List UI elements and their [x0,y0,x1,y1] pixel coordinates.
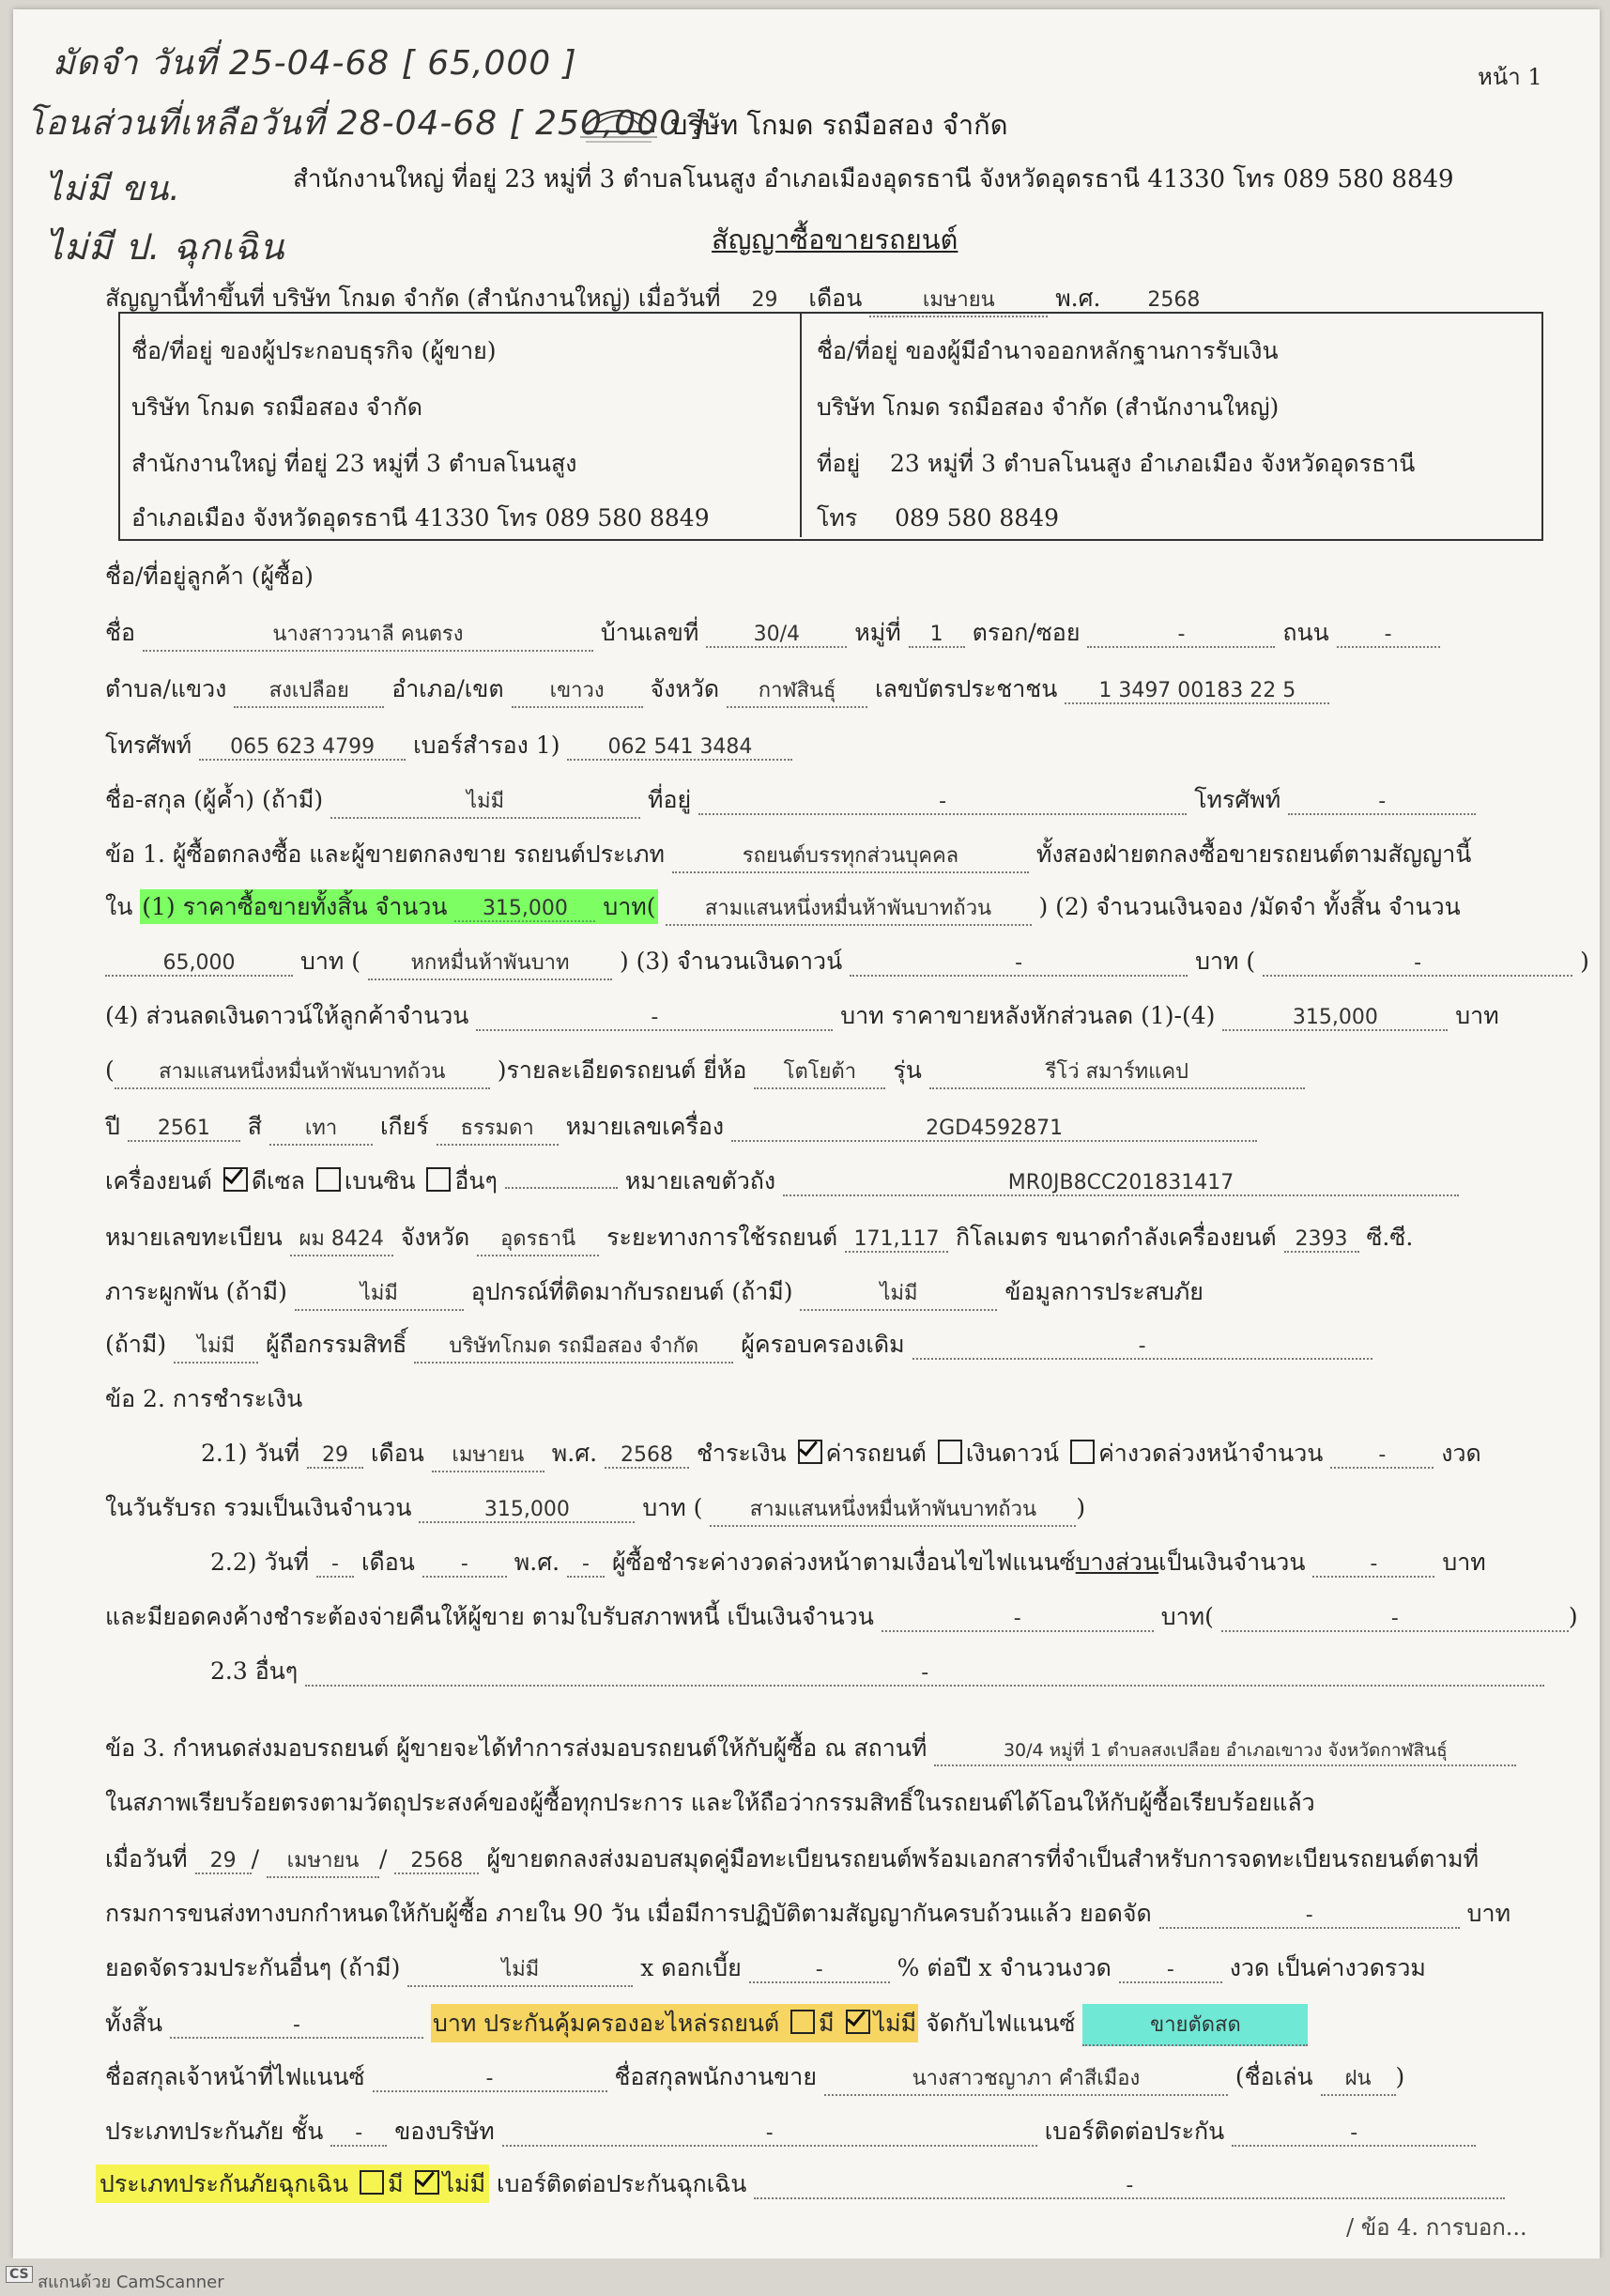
guarantor-phone-label: โทรศัพท์ [1194,786,1281,813]
moo-label: หมู่ที่ [854,619,901,646]
plate-province-label: จังหวัด [400,1224,470,1251]
c3-e4-label: งวด เป็นค่างวดรวม [1229,1954,1426,1981]
clause3-line5 [105,1949,1426,1987]
tambon-label: ตำบล/แขวง [105,675,227,702]
other-fuel-checkbox[interactable] [426,1167,451,1192]
car-brand: โตโยต้า [754,1055,885,1089]
c22-text-c: เป็นเงินจำนวน [1158,1549,1306,1576]
c22-baht: บาท [1442,1549,1486,1576]
c22-month-label: เดือน [360,1549,415,1576]
other-fuel-label: อื่นๆ [454,1167,498,1194]
emergency-phone-label: เบอร์ติดต่อประกันฉุกเฉิน [497,2170,747,2197]
clause1-line10 [105,1326,1372,1364]
advance-installment-checkbox[interactable] [1070,1440,1095,1464]
chassis-label: หมายเลขตัวถัง [624,1167,776,1194]
outstanding-words: - [1221,1607,1569,1632]
finance-company: ขายตัดสด [1082,2004,1308,2046]
engine-label: เครื่องยนต์ [105,1167,212,1194]
color-label: สี [247,1113,263,1140]
insurance-class-label: ประเภทประกันภัย ชั้น [105,2118,324,2145]
finance-baht: บาท [1466,1900,1511,1927]
clause3-line2: ในสภาพเรียบร้อยตรงตามวัตถุประสงค์ของผู้ซื้อทุกประการ และให้ถือว่ากรรมสิทธิ์ในรถยนต์ได้โอนให้กับผู้ซื้อเรียบร้อยแล้ว [105,1789,1315,1816]
insurance-company-label: ของบริษัท [394,2118,495,2145]
c2-year: 2568 [605,1443,689,1469]
clause1-line5: ( สามแสนหนึ่งหมื่นห้าพันบาทถ้วน )รายละเอียดรถยนต์ ยี่ห้อ โตโยต้า รุ่น รีโว่ สมาร์ทแคป [105,1052,1305,1089]
price-label: (1) ราคาซื้อขายทั้งสิ้น จำนวน [142,893,448,920]
clause1-line8 [105,1219,1413,1256]
emergency-insurance-label: ประเภทประกันภัยฉุกเฉิน [100,2170,349,2197]
road-label: ถนน [1282,619,1329,646]
seller-address-1: สำนักงานใหญ่ ที่อยู่ 23 หมู่ที่ 3 ตำบลโนนสูง [131,450,577,477]
c22-day: - [316,1552,354,1578]
emergency-phone: - [754,2174,1505,2199]
clause3-line4 [105,1895,1510,1933]
handwritten-no-emergency-note: ไม่มี ป. ฉุกเฉิน [45,226,285,268]
company-address: สำนักงานใหญ่ ที่อยู่ 23 หมู่ที่ 3 ตำบลโนนสูง อำเภอเมืองอุดรธานี จังหวัดอุดรธานี 41330 โทร 089 580 8849 [293,165,1454,193]
cc-unit: ซี.ซี. [1366,1224,1414,1251]
clause3-line9 [96,2165,1505,2203]
mileage: 171,117 [845,1227,948,1253]
emergency-insurance-yes-checkbox[interactable] [360,2170,384,2195]
phone2-label: เบอร์สำรอง 1) [413,732,560,759]
clause1-line7 [105,1163,1459,1200]
seller-address-2: อำเภอเมือง จังหวัดอุดรธานี 41330 โทร 089 580 8849 [131,504,710,532]
year-label: ปี [105,1113,120,1140]
handwritten-deposit-note: มัดจำ วันที่ 25-04-68 [ 65,000 ] [53,44,577,83]
insurance-class: - [330,2121,387,2147]
contract-page [13,9,1600,2258]
parts-insurance-no-checkbox[interactable] [846,2010,870,2034]
car-gear: ธรรมดา [437,1111,559,1146]
c3-e3-label: % ต่อปี x จำนวนงวด [897,1954,1112,1981]
benzin-label: เบนซิน [344,1167,416,1194]
intro-day: 29 [728,288,801,314]
emergency-insurance-no: ไม่มี [442,2170,486,2197]
buyer-phone2: 062 541 3484 [567,735,792,761]
id-label: เลขบัตรประชาชน [875,675,1058,702]
c2-date-label: 2.1) วันที่ [201,1440,300,1467]
clause1-line3: 65,000 บาท ( หกหมื่นห้าพันบาท ) (3) จำนวนเงินดาวน์ - บาท ( - ) [105,943,1589,980]
amphoe-label: อำเภอ/เขต [391,675,504,702]
buyer-name: นางสาววนาลี คนตรง [143,617,593,652]
finance-officer: - [373,2067,607,2092]
c3-e1-value: ไม่มี [407,1952,633,1987]
owner-value: บริษัทโกมด รถมือสอง จำกัด [414,1329,733,1364]
clause2-line3 [210,1544,1486,1581]
c2-year-label: พ.ศ. [551,1440,598,1467]
price-highlight: (1) ราคาซื้อขายทั้งสิ้น จำนวน 315,000 บาท( [140,889,657,924]
clause1-in: ใน [105,893,133,920]
accident-pre: (ถ้ามี) [105,1331,167,1358]
buyer-house: 30/4 [706,623,847,648]
c3-e1-label: ยอดจัดรวมประกันอื่นๆ (ถ้ามี) [105,1954,401,1981]
intro-month: เมษายน [869,283,1048,317]
parts-insurance-no: ไม่มี [873,2010,917,2037]
emergency-insurance-no-checkbox[interactable] [415,2170,439,2195]
receipt-issuer-address [817,445,1415,483]
burden-label: ภาระผูกพัน (ถ้ามี) [105,1278,287,1305]
c23-label: 2.3 อื่นๆ [210,1657,299,1685]
after-discount-label: บาท ราคาขายหลังหักส่วนลด (1)-(4) [840,1002,1216,1029]
other-fuel-blank [505,1187,618,1189]
company-name: บริษัท โกมด รถมือสอง จำกัด [670,109,1008,141]
house-label: บ้านเลขที่ [600,619,699,646]
guarantor-address-label: ที่อยู่ [648,786,692,813]
c2-total-words: สามแสนหนึ่งหมื่นห้าพันบาทถ้วน [710,1492,1076,1527]
model-label: รุ่น [893,1056,922,1084]
installment-unit: งวด [1441,1440,1481,1467]
deposit-amount: 65,000 [105,951,293,977]
down-amount: - [850,951,1188,977]
seller-box-divider [800,312,802,537]
clause2-line2: ในวันรับรถ รวมเป็นเงินจำนวน 315,000 บาท ( สามแสนหนึ่งหมื่นห้าพันบาทถ้วน ) [105,1489,1085,1527]
c2-day: 29 [307,1443,363,1469]
clause2-heading: ข้อ 2. การชำระเงิน [105,1385,303,1412]
page-number: หน้า 1 [1478,64,1542,90]
address-value: 23 หมู่ที่ 3 ตำบลโนนสูง อำเภอเมือง จังหวัดอุดรธานี [889,450,1416,477]
advance-installment-label: ค่างวดล่วงหน้าจำนวน [1098,1440,1324,1467]
insurance-phone: - [1232,2121,1476,2147]
discount-amount: - [476,1006,833,1031]
clause1-line1 [105,836,1471,873]
accident-label: ข้อมูลการประสบภัย [1004,1278,1204,1305]
camscanner-icon: CS [6,2266,33,2283]
c3-month: เมษายน [267,1843,379,1878]
scanner-footer [0,2258,1610,2296]
down-payment-checkbox[interactable] [938,1440,962,1464]
clause3-line1 [105,1730,1516,1767]
seller-name: บริษัท โกมด รถมือสอง จำกัด [131,393,422,421]
insurance-company: - [502,2121,1037,2147]
buyer-heading: ชื่อ/ที่อยู่ลูกค้า (ผู้ซื้อ) [105,562,314,590]
mileage-label: ระยะทางการใช้รถยนต์ [606,1224,838,1251]
chassis-number: MR0JB8CC201831417 [783,1171,1459,1196]
buyer-row-1 [105,614,1440,652]
interest-rate: - [749,1958,890,1983]
clause1-line6 [105,1108,1257,1146]
buyer-amphoe: เขาวง [512,673,643,708]
c3-dept-text: กรมการขนส่งทางบกกำหนดให้กับผู้ซื้อ ภายใน 90 วัน เมื่อมีการปฏิบัติตามสัญญากันครบถ้วนแล้ว ยอดจัด [105,1900,1152,1927]
plate-province: อุดรธานี [477,1222,599,1256]
c22-amount: - [1312,1552,1434,1578]
c2-pay-label: ชำระเงิน [696,1440,787,1467]
delivery-place: 30/4 หมู่ที่ 1 ตำบลสงเปลือย อำเภอเขาวง จังหวัดกาฬสินธุ์ [934,1736,1516,1766]
buyer-row-2 [105,670,1329,708]
down-label: ) (3) จำนวนเงินดาวน์ [619,948,843,975]
c3-text: ผู้ขายตกลงส่งมอบสมุดคู่มือทะเบียนรถยนต์พร้อมเอกสารที่จำเป็นสำหรับการจดทะเบียนรถยนต์ตามที่ [486,1845,1480,1872]
c2-total: 315,000 [419,1498,635,1523]
intro-month-label: เดือน [808,285,863,312]
c22-year: - [567,1552,605,1578]
soi-label: ตรอก/ซอย [972,619,1081,646]
car-color: เทา [269,1111,373,1146]
after-discount-amount: 315,000 [1222,1006,1448,1031]
receipt-issuer-heading: ชื่อ/ที่อยู่ ของผู้มีอำนาจออกหลักฐานการรับเงิน [817,337,1279,364]
buyer-road: - [1337,623,1440,648]
price-baht: บาท [603,893,647,920]
clause2-line5 [210,1653,1544,1690]
prev-owner-value: - [912,1334,1372,1360]
clause3-line3: เมื่อวันที่ 29 / เมษายน / 2568 ผู้ขายตกลงส่งมอบสมุดคู่มือทะเบียนรถยนต์พร้อมเอกสารที่จำเป็นสำหรับการจดทะเบียนรถยนต์ตามที่ [105,1841,1479,1878]
c22-text-b: บางส่วน [1075,1549,1159,1576]
benzin-checkbox[interactable] [316,1167,341,1192]
down-baht: บาท [1195,948,1239,975]
outstanding-baht: บาท [1160,1603,1205,1630]
car-year: 2561 [128,1117,240,1142]
handwritten-transfer-note: โอนส่วนที่เหลือวันที่ 28-04-68 [ 250,000 ] [26,104,708,143]
clause3-line8 [105,2113,1476,2150]
clause2-line1 [201,1435,1481,1472]
total-price: 315,000 [454,897,595,922]
parts-insurance-label: บาท ประกันคุ้มครองอะไหล่รถยนต์ [432,2010,780,2037]
deposit-words: หกหมื่นห้าพันบาท [368,946,612,980]
handwritten-next-page: / ข้อ 4. การบอก... [1346,2214,1527,2241]
deposit-label: ) (2) จำนวนเงินจอง /มัดจำ ทั้งสิ้น จำนวน [1038,893,1461,920]
phone-label: โทรศัพท์ [105,732,192,759]
intro-text: สัญญานี้ทำขึ้นที่ บริษัท โกมด จำกัด (สำนักงานใหญ่) เมื่อวันที่ [105,285,721,312]
installment-count: - [1119,1958,1222,1983]
outstanding-amount: - [882,1607,1154,1632]
guarantor-phone: - [1288,790,1476,815]
c2-month-label: เดือน [370,1440,424,1467]
insurance-phone-label: เบอร์ติดต่อประกัน [1044,2118,1225,2145]
gear-label: เกียร์ [379,1113,429,1140]
c22-year-label: พ.ศ. [514,1549,560,1576]
diesel-label: ดีเซล [251,1167,305,1194]
nickname-label: (ชื่อเล่น [1234,2063,1313,2090]
phone-label: โทร [817,504,858,532]
plate-number: ผม 8424 [290,1222,393,1256]
advance-installment-count: - [1330,1443,1434,1469]
after-discount-baht: บาท [1455,1002,1499,1029]
engine-no-label: หมายเลขเครื่อง [565,1113,725,1140]
c2-baht: บาท ( [642,1494,703,1521]
discount-label: (4) ส่วนลดเงินดาวน์ให้ลูกค้าจำนวน [105,1002,469,1029]
car-price-label: ค่ารถยนต์ [825,1440,927,1467]
prev-owner-label: ผู้ครอบครองเดิม [741,1331,905,1358]
buyer-moo: 1 [909,623,965,648]
engine-number: 2GD4592871 [731,1117,1257,1142]
c22-month: - [422,1552,507,1578]
car-model: รีโว่ สมาร์ทแคป [929,1055,1305,1089]
buyer-soi: - [1087,623,1275,648]
plate-label: หมายเลขทะเบียน [105,1224,283,1251]
buyer-id: 1 3497 00183 22 5 [1065,679,1329,704]
c2-month: เมษายน [432,1438,544,1472]
down-payment-label: เงินดาวน์ [965,1440,1060,1467]
intro-year-label: พ.ศ. [1055,285,1101,312]
c3-year: 2568 [394,1849,479,1874]
car-price-checkbox[interactable] [798,1440,822,1464]
equip-value: ไม่มี [800,1276,997,1311]
finance-amount: - [1159,1903,1460,1929]
contract-title: สัญญาซื้อขายรถยนต์ [712,223,958,255]
on-receive-label: ในวันรับรถ รวมเป็นเงินจำนวน [105,1494,412,1521]
phone-value: 089 580 8849 [895,504,1060,532]
parts-insurance-yes: มี [819,2010,835,2037]
after-discount-words: สามแสนหนึ่งหมื่นห้าพันบาทถ้วน [115,1055,490,1089]
equip-label: อุปกรณ์ที่ติดมากับรถยนต์ (ถ้ามี) [470,1278,793,1305]
engine-cc: 2393 [1284,1227,1359,1253]
down-words: - [1263,951,1572,977]
clause3-line7: ชื่อสกุลเจ้าหน้าที่ไฟแนนซ์ - ชื่อสกุลพนักงานขาย นางสาวชญาภา คำสีเมือง (ชื่อเล่น ฝน ) [105,2058,1404,2096]
emergency-insurance-yes: มี [388,2170,404,2197]
province-label: จังหวัด [650,675,720,702]
salesperson: นางสาวชญาภา คำสีเมือง [824,2061,1228,2096]
buyer-province: กาฬสินธุ์ [727,673,867,708]
deposit-baht: บาท [299,948,345,975]
intro-year: 2568 [1108,288,1239,314]
c22-date-label: 2.2) วันที่ [210,1549,310,1576]
company-logo [576,96,661,147]
clause1-line9 [105,1273,1204,1311]
name-label: ชื่อ [105,619,135,646]
clause3-line6 [105,2004,1308,2046]
c3-e2-label: x ดอกเบี้ย [640,1954,742,1981]
finance-with-label: จัดกับไฟแนนซ์ [926,2010,1076,2037]
c3-intro: ข้อ 3. กำหนดส่งมอบรถยนต์ ผู้ขายจะได้ทำการส่งมอบรถยนต์ให้กับผู้ซื้อ ณ สถานที่ [105,1734,928,1762]
buyer-tambon: สงเปลือย [234,673,384,708]
finance-officer-label: ชื่อสกุลเจ้าหน้าที่ไฟแนนซ์ [105,2063,365,2090]
clause1-intro-b: ทั้งสองฝ่ายตกลงซื้อขายรถยนต์ตามสัญญานี้ [1035,840,1472,868]
guarantor-row [105,781,1476,819]
guarantor-name: ไม่มี [330,784,640,819]
c3-day: 29 [195,1849,252,1874]
parts-insurance-highlight [431,2004,918,2042]
owner-label: ผู้ถือกรรมสิทธิ์ [266,1331,407,1358]
guarantor-address: - [698,790,1187,815]
c3-f1-label: ทั้งสิ้น [105,2010,163,2037]
cc-label: กิโลเมตร ขนาดกำลังเครื่องยนต์ [955,1224,1277,1251]
guarantor-label: ชื่อ-สกุล (ผู้ค้ำ) (ถ้ามี) [105,786,324,813]
outstanding-label: และมียอดคงค้างชำระต้องจ่ายคืนให้ผู้ขาย ตามใบรับสภาพหนี้ เป็นเงินจำนวน [105,1603,874,1630]
salesperson-label: ชื่อสกุลพนักงานขาย [614,2063,817,2090]
receipt-issuer-phone [817,500,1059,537]
accident-value: ไม่มี [174,1329,258,1364]
parts-insurance-yes-checkbox[interactable] [790,2010,815,2034]
nickname: ฝน [1321,2061,1396,2096]
clause1-intro: ข้อ 1. ผู้ซื้อตกลงซื้อ และผู้ขายตกลงขาย รถยนต์ประเภท [105,840,665,868]
brand-label: )รายละเอียดรถยนต์ ยี่ห้อ [497,1056,747,1084]
clause2-line4: และมียอดคงค้างชำระต้องจ่ายคืนให้ผู้ขาย ตามใบรับสภาพหนี้ เป็นเงินจำนวน - บาท( - ) [105,1603,1578,1630]
c23-value: - [305,1661,1544,1687]
emergency-insurance-highlight [96,2165,489,2203]
handwritten-no-note: ไม่มี ขน. [45,170,181,208]
total-installment: - [170,2013,423,2039]
seller-heading: ชื่อ/ที่อยู่ ของผู้ประกอบธุรกิจ (ผู้ขาย) [131,337,497,364]
c22-text-a: ผู้ซื้อชำระค่างวดล่วงหน้าตามเงื่อนไขไฟแนนซ์ [611,1549,1076,1576]
vehicle-type: รถยนต์บรรทุกส่วนบุคคล [672,839,1029,873]
buyer-row-3 [105,727,792,764]
price-words: สามแสนหนึ่งหมื่นห้าพันบาทถ้วน [666,891,1032,926]
diesel-checkbox[interactable] [223,1167,248,1192]
receipt-issuer-name: บริษัท โกมด รถมือสอง จำกัด (สำนักงานใหญ่) [817,393,1280,421]
buyer-phone: 065 623 4799 [199,735,406,761]
clause1-line2 [105,888,1461,926]
address-label: ที่อยู่ [817,450,861,477]
c3-date-label: เมื่อวันที่ [105,1845,188,1872]
clause1-line4 [105,997,1499,1035]
scanner-text: สแกนด้วย CamScanner [38,2273,224,2292]
burden-value: ไม่มี [295,1276,464,1311]
